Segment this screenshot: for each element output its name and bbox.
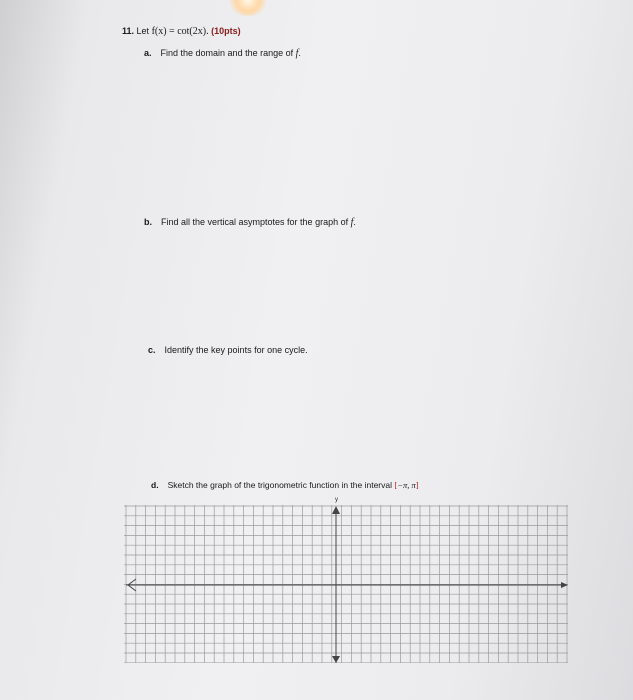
interval-notation	[394, 480, 418, 490]
question-points: (10pts)	[211, 26, 241, 36]
part-a-label: a.	[144, 48, 152, 58]
interval-close-bracket: ]	[415, 480, 419, 490]
part-c-text: Identify the key points for one cycle.	[164, 345, 308, 355]
part-a-text: Find the domain and the range of	[160, 48, 294, 58]
graph-grid	[124, 505, 568, 663]
interval-body: −π, π	[397, 480, 416, 490]
part-c-label: c.	[148, 345, 156, 355]
part-b	[144, 217, 356, 228]
y-axis-label: y	[335, 497, 338, 503]
y-axis-arrow-up	[332, 506, 340, 514]
interval-open-bracket: [	[394, 480, 398, 490]
gridlines	[124, 505, 568, 663]
question-number: 11.	[122, 26, 135, 36]
part-b-text: Find all the vertical asymptotes for the graph of	[161, 217, 349, 227]
part-a	[144, 48, 301, 59]
graph-grid-svg	[124, 505, 568, 663]
part-a-var: f	[295, 48, 299, 59]
part-b-end: .	[353, 217, 356, 227]
part-d-text: Sketch the graph of the trigonometric function in the interval	[167, 480, 392, 490]
part-c	[148, 345, 308, 355]
part-b-label: b.	[144, 217, 152, 227]
part-d	[151, 480, 419, 490]
part-b-var: f	[350, 217, 354, 228]
question-header	[122, 26, 241, 37]
part-a-end: .	[298, 48, 301, 58]
question-function: f(x) = cot(2x).	[151, 26, 209, 37]
y-axis-arrow-down	[332, 656, 340, 663]
question-lead: Let	[136, 26, 150, 36]
part-d-label: d.	[151, 480, 159, 490]
